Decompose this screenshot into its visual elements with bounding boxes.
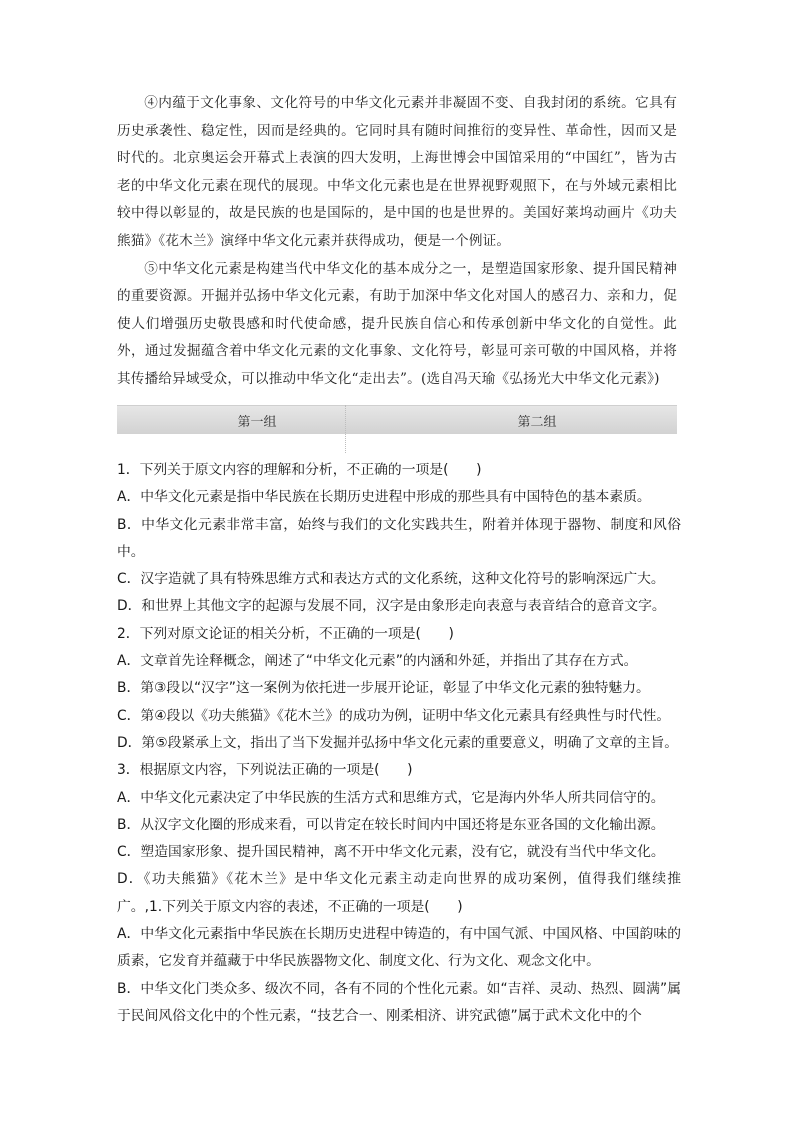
- reading-passage: [117, 90, 677, 394]
- question-3-option-b: B．从汉字文化圈的形成来看，可以肯定在较长时间内中国还将是东亚各国的文化输出源。: [117, 816, 665, 833]
- tab-group-2[interactable]: 第二组: [517, 414, 557, 430]
- question-1-option-b: B．中华文化元素非常丰富，始终与我们的文化实践共生，附着并体现于器物、制度和风俗中。: [117, 516, 681, 560]
- paragraph-4: ④内蕴于文化事象、文化符号的中华文化元素并非凝固不变、自我封闭的系统。它具有历史承袭性、稳定性，因而是经典的。它同时具有随时间推衍的变异性、革命性，因而又是时代的。北京奥运会开幕式上表演的四大发明，上海世博会中国馆采用的“中国红”，皆为古老的中华文化元素在现代的展现。中华文化元素也是在世界视野观照下，在与外域元素相比较中得以彰显的，故是民族的也是国际的，是中国的也是世界的。美国好莱坞动画片《功夫熊猫》《花木兰》演绎中华文化元素并获得成功，便是一个例证。: [117, 95, 677, 249]
- group-tab-bar: [117, 405, 677, 434]
- question-3-stem: 3．根据原文内容，下列说法正确的一项是( ): [117, 762, 413, 779]
- question-2-option-d: D．第⑤段紧承上文，指出了当下发掘并弘扬中华文化元素的重要意义，明确了文章的主旨。: [117, 734, 679, 751]
- group-2-option-a: A．中华文化元素指中华民族在长期历史进程中铸造的，有中国气派、中国风格、中国韵味的质素，它发育并蕴藏于中华民族器物文化、制度文化、行为文化、观念文化中。: [117, 926, 681, 970]
- question-1-option-a: A．中华文化元素是指中华民族在长期历史进程中形成的那些具有中国特色的基本素质。: [117, 489, 651, 506]
- question-1-option-d: D．和世界上其他文字的起源与发展不同，汉字是由象形走向表意与表音结合的意音文字。: [117, 598, 666, 615]
- question-3-option-c: C．塑造国家形象、提升国民精神，离不开中华文化元素，没有它，就没有当代中华文化。: [117, 844, 665, 861]
- paragraph-5: ⑤中华文化元素是构建当代中华文化的基本成分之一，是塑造国家形象、提升国民精神的重要资源。开掘并弘扬中华文化元素，有助于加深中华文化对国人的感召力、亲和力，促使人们增强历史敬畏感和时代使命感，提升民族自信心和传承创新中华文化的自觉性。此外，通过发掘蕴含着中华文化元素的文化事象、文化符号，彰显可亲可敬的中国风格，并将其传播给异域受众，可以推动中华文化“走出去”。(选自冯天瑜《弘扬光大中华文化元素》): [117, 260, 677, 387]
- question-1-option-c: C．汉字造就了具有特殊思维方式和表达方式的文化系统，这种文化符号的影响深远广大。: [117, 571, 665, 588]
- tab-divider: [345, 405, 347, 453]
- question-3-option-d: D．《功夫熊猫》《花木兰》是中华文化元素主动走向世界的成功案例，值得我们继续推广。,1.下列关于原文内容的表述，不正确的一项是( ): [117, 871, 681, 915]
- question-list: [117, 457, 681, 1030]
- tab-group-1[interactable]: 第一组: [237, 414, 277, 430]
- group-2-option-b: B．中华文化门类众多、级次不同，各有不同的个性化元素。如“吉祥、灵动、热烈、圆满”属于民间风俗文化中的个性元素，“技艺合一、刚柔相济、讲究武德”属于武术文化中的个: [117, 980, 681, 1024]
- question-2-stem: 2．下列对原文论证的相关分析，不正确的一项是( ): [117, 625, 454, 642]
- question-1-stem: 1．下列关于原文内容的理解和分析，不正确的一项是( ): [117, 462, 482, 478]
- question-2-option-a: A．文章首先诠释概念，阐述了“中华文化元素”的内涵和外延，并指出了其存在方式。: [117, 653, 638, 670]
- question-3-option-a: A．中华文化元素决定了中华民族的生活方式和思维方式，它是海内外华人所共同信守的。: [117, 789, 665, 806]
- question-2-option-c: C．第④段以《功夫熊猫》《花木兰》的成功为例，证明中华文化元素具有经典性与时代性。: [117, 707, 671, 724]
- question-2-option-b: B．第③段以“汉字”这一案例为依托进一步展开论证，彰显了中华文化元素的独特魅力。: [117, 680, 650, 697]
